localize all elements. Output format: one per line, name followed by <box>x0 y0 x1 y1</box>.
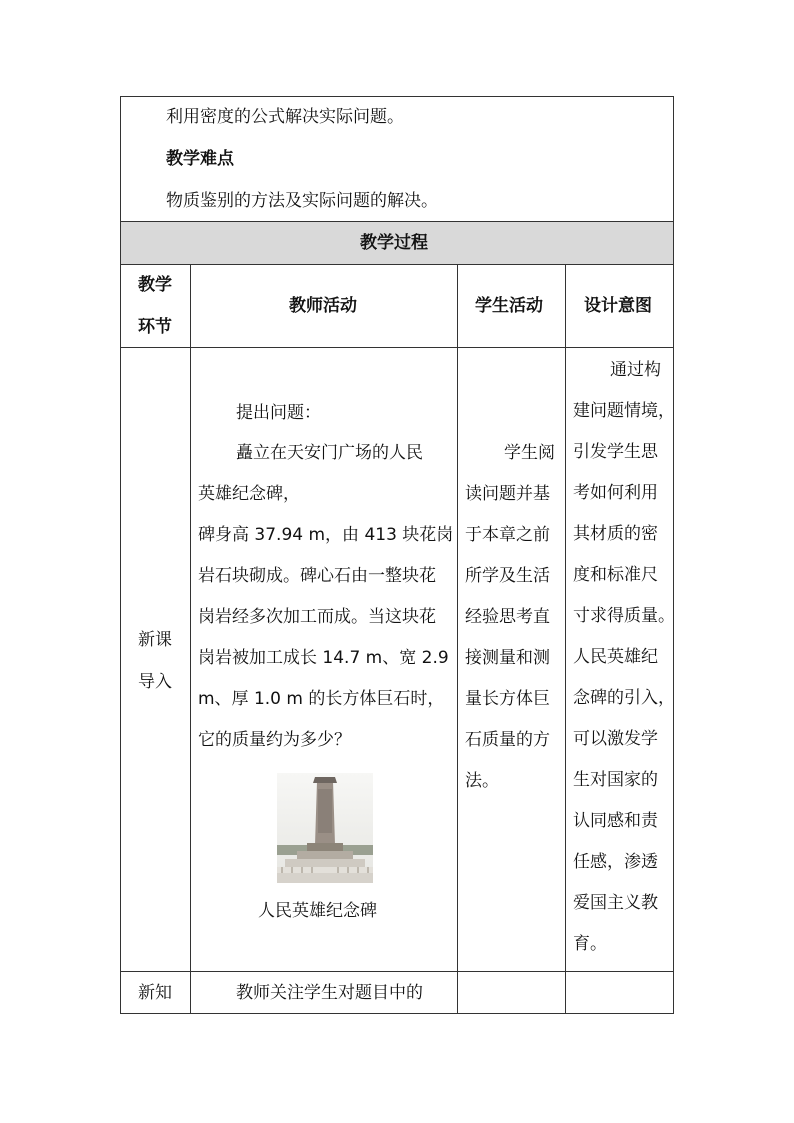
divider <box>120 221 674 222</box>
stage-label-line1: 新课 <box>138 630 172 650</box>
divider <box>120 971 674 972</box>
teacher-line: m、厚 1.0 m 的长方体巨石时， <box>198 689 445 709</box>
teacher-line: 矗立在天安门广场的人民 <box>236 443 423 463</box>
student-line: 法。 <box>465 771 499 791</box>
teacher-line: 岗岩被加工成长 14.7 m、宽 2.9 <box>198 648 449 668</box>
design-line: 认同感和责 <box>573 811 658 831</box>
design-line: 引发学生思 <box>573 442 658 462</box>
teacher-line: 碑身高 37.94 m，由 413 块花岗 <box>198 525 454 545</box>
teacher-line: 岩石块砌成。碑心石由一整块花 <box>198 566 436 586</box>
design-line: 任感，渗透 <box>573 852 658 872</box>
column-divider <box>190 264 191 1014</box>
design-line: 爱国主义教 <box>573 893 658 913</box>
header-stage-line2: 环节 <box>138 317 172 337</box>
design-line: 考如何利用 <box>573 483 658 503</box>
design-line: 可以激发学 <box>573 729 658 749</box>
key-point-text: 利用密度的公式解决实际问题。 <box>166 107 404 127</box>
student-line: 学生阅 <box>504 443 555 463</box>
header-stage-line1: 教学 <box>138 275 172 295</box>
teacher-line: 它的质量约为多少？ <box>198 730 351 750</box>
header-design: 设计意图 <box>584 296 652 316</box>
student-line: 读问题并基 <box>465 484 550 504</box>
student-line: 量长方体巨 <box>465 689 550 709</box>
design-line: 寸求得质量。 <box>573 606 675 626</box>
monument-photo <box>277 773 373 883</box>
column-divider <box>565 264 566 1014</box>
design-line: 通过构 <box>610 360 661 380</box>
difficulty-text: 物质鉴别的方法及实际问题的解决。 <box>166 191 438 211</box>
student-line: 石质量的方 <box>465 730 550 750</box>
teacher-line: 提出问题： <box>236 403 321 423</box>
stage-label-row2: 新知 <box>138 983 172 1003</box>
header-student: 学生活动 <box>475 296 543 316</box>
design-line: 其材质的密 <box>573 524 658 544</box>
design-line: 人民英雄纪 <box>573 647 658 667</box>
teacher-line: 英雄纪念碑， <box>198 484 300 504</box>
image-caption: 人民英雄纪念碑 <box>258 901 377 921</box>
column-divider <box>457 264 458 1014</box>
divider <box>120 264 674 265</box>
student-line: 接测量和测 <box>465 648 550 668</box>
design-line: 育。 <box>573 934 607 954</box>
process-header: 教学过程 <box>360 233 428 253</box>
student-line: 经验思考直 <box>465 607 550 627</box>
design-line: 建问题情境， <box>573 401 675 421</box>
divider <box>120 347 674 348</box>
difficulty-heading: 教学难点 <box>166 149 234 169</box>
student-line: 于本章之前 <box>465 525 550 545</box>
design-line: 念碑的引入， <box>573 688 675 708</box>
stage-label-line2: 导入 <box>138 672 172 692</box>
design-line: 度和标准尺 <box>573 565 658 585</box>
student-line: 所学及生活 <box>465 566 550 586</box>
header-teacher: 教师活动 <box>289 296 357 316</box>
teacher-line: 岗岩经多次加工而成。当这块花 <box>198 607 436 627</box>
teacher-line-row2: 教师关注学生对题目中的 <box>236 983 423 1003</box>
design-line: 生对国家的 <box>573 770 658 790</box>
